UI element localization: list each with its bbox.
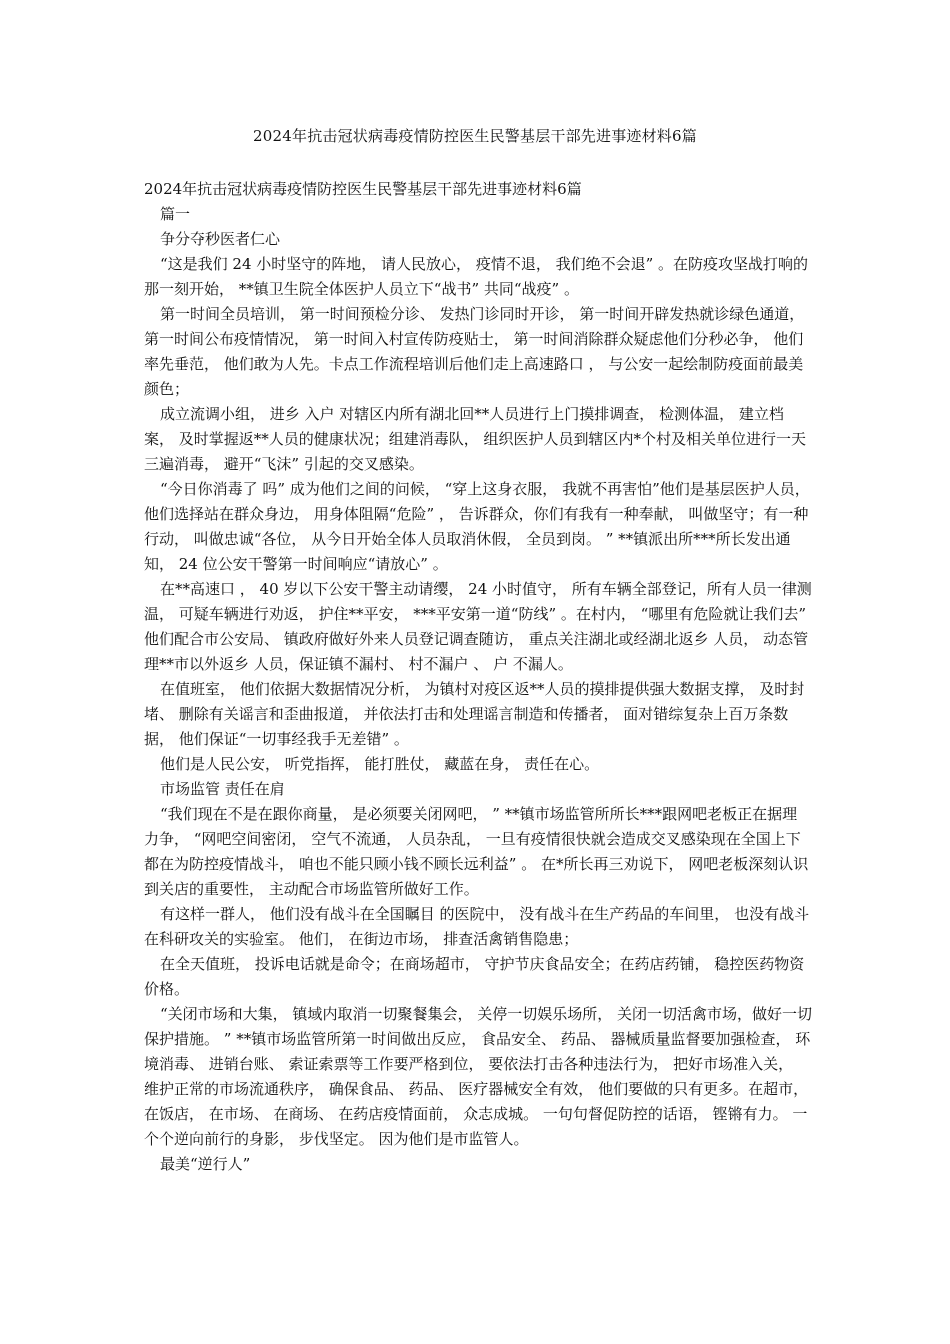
subsection-heading: 市场监管 责任在肩: [160, 780, 285, 798]
paragraph: “今日你消毒了 吗” 成为他们之间的问候， “穿上这身衣服， 我就不再害怕”他们是基层医护人员， 他们选择站在群众身边， 用身体阻隔“危险” ， 告诉群众，你们有我有一种奉献， 叫做坚守；有一种行动， 叫做忠诚“各位， 从今日开始全体人员取消休假， 全员到岗。 ” **镇派出所***所长发出通知， 24 位公安干警第一时间响应“请放心” 。: [144, 480, 810, 573]
paragraph: “我们现在不是在跟你商量， 是必须要关闭网吧， ” **镇市场监管所所长***跟网吧老板正在据理力争， “网吧空间密闭， 空气不流通， 人员杂乱， 一旦有疫情很快就会造成交叉感染现在全国上下都在为防控疫情战斗， 咱也不能只顾小钱不顾长远利益” 。 在*所长再三劝说下， 网吧老板深刻认识到关店的重要性， 主动配合市场监管所做好工作。: [144, 805, 809, 898]
paragraph: 在**高速口 ， 40 岁以下公安干警主动请缨， 24 小时值守， 所有车辆全部登记，所有人员一律测温， 可疑车辆进行劝返， 护住**平安， ***平安第一道“防线” 。在村内， “哪里有危险就让我们去” 他们配合市公安局、 镇政府做好外来人员登记调查随访， 重点关注湖北或经湖北返乡 人员， 动态管理**市以外返乡 人员，保证镇不漏村、 村不漏户 、 户 不漏人。: [144, 580, 812, 673]
document-title: 2024年抗击冠状病毒疫情防控医生民警基层干部先进事迹材料6篇: [253, 127, 697, 145]
subsection-heading: 最美“逆行人”: [160, 1155, 251, 1173]
paragraph: “这是我们 24 小时坚守的阵地， 请人民放心， 疫情不退， 我们绝不会退” 。在防疫攻坚战打响的那一刻开始， **镇卫生院全体医护人员立下“战书” 共同“战疫” 。: [144, 255, 809, 298]
body-heading: 2024年抗击冠状病毒疫情防控医生民警基层干部先进事迹材料6篇: [144, 180, 582, 198]
paragraph: 第一时间全员培训， 第一时间预检分诊、 发热门诊同时开诊， 第一时间开辟发热就诊绿色通道， 第一时间公布疫情情况， 第一时间入村宣传防疫贴士， 第一时间消除群众疑虑他们分秒必争， 他们率先垂范， 他们敢为人先。卡点工作流程培训后他们走上高速路口 ， 与公安一起绘制防疫面前最美颜色；: [144, 305, 805, 398]
section-label: 篇一: [160, 205, 191, 223]
subsection-heading: 争分夺秒医者仁心: [160, 230, 281, 248]
paragraph: 在值班室， 他们依据大数据情况分析， 为镇村对疫区返**人员的摸排提供强大数据支撑， 及时封堵、 删除有关谣言和歪曲报道， 并依法打击和处理谣言制造和传播者， 面对错综复杂上百万条数据， 他们保证“一切事经我手无差错” 。: [144, 680, 805, 748]
paragraph: “关闭市场和大集， 镇域内取消一切聚餐集会， 关停一切娱乐场所， 关闭一切活禽市场，做好一切保护措施。 ” **镇市场监管所第一时间做出反应， 食品安全、 药品、 器械质量监督要加强检查， 环境消毒、 进销台账、 索证索票等工作要严格到位， 要依法打击各种违法行为， 把好市场准入关， 维护正常的市场流通秩序， 确保食品、 药品、 医疗器械安全有效， 他们要做的只有更多。在超市， 在饭店， 在市场、 在商场、 在药店疫情面前， 众志成城。 一句句督促防控的话语， 铿锵有力。 一个个逆向前行的身影， 步伐坚定。 因为他们是市监管人。: [144, 1005, 812, 1148]
paragraph: 成立流调小组， 进乡 入户 对辖区内所有湖北回**人员进行上门摸排调查， 检测体温， 建立档案， 及时掌握返**人员的健康状况；组建消毒队， 组织医护人员到辖区内*个村及相关单位进行一天三遍消毒， 避开“飞沫” 引起的交叉感染。: [144, 405, 807, 473]
paragraph: 在全天值班， 投诉电话就是命令；在商场超市， 守护节庆食品安全；在药店药铺， 稳控医药物资价格。: [144, 955, 805, 998]
paragraph: 有这样一群人， 他们没有战斗在全国瞩目 的医院中， 没有战斗在生产药品的车间里， 也没有战斗在科研攻关的实验室。 他们， 在街边市场， 排查活禽销售隐患；: [144, 905, 810, 948]
document-body: [144, 177, 812, 1177]
paragraph: 他们是人民公安， 听党指挥， 能打胜仗， 藏蓝在身， 责任在心。: [160, 755, 600, 773]
